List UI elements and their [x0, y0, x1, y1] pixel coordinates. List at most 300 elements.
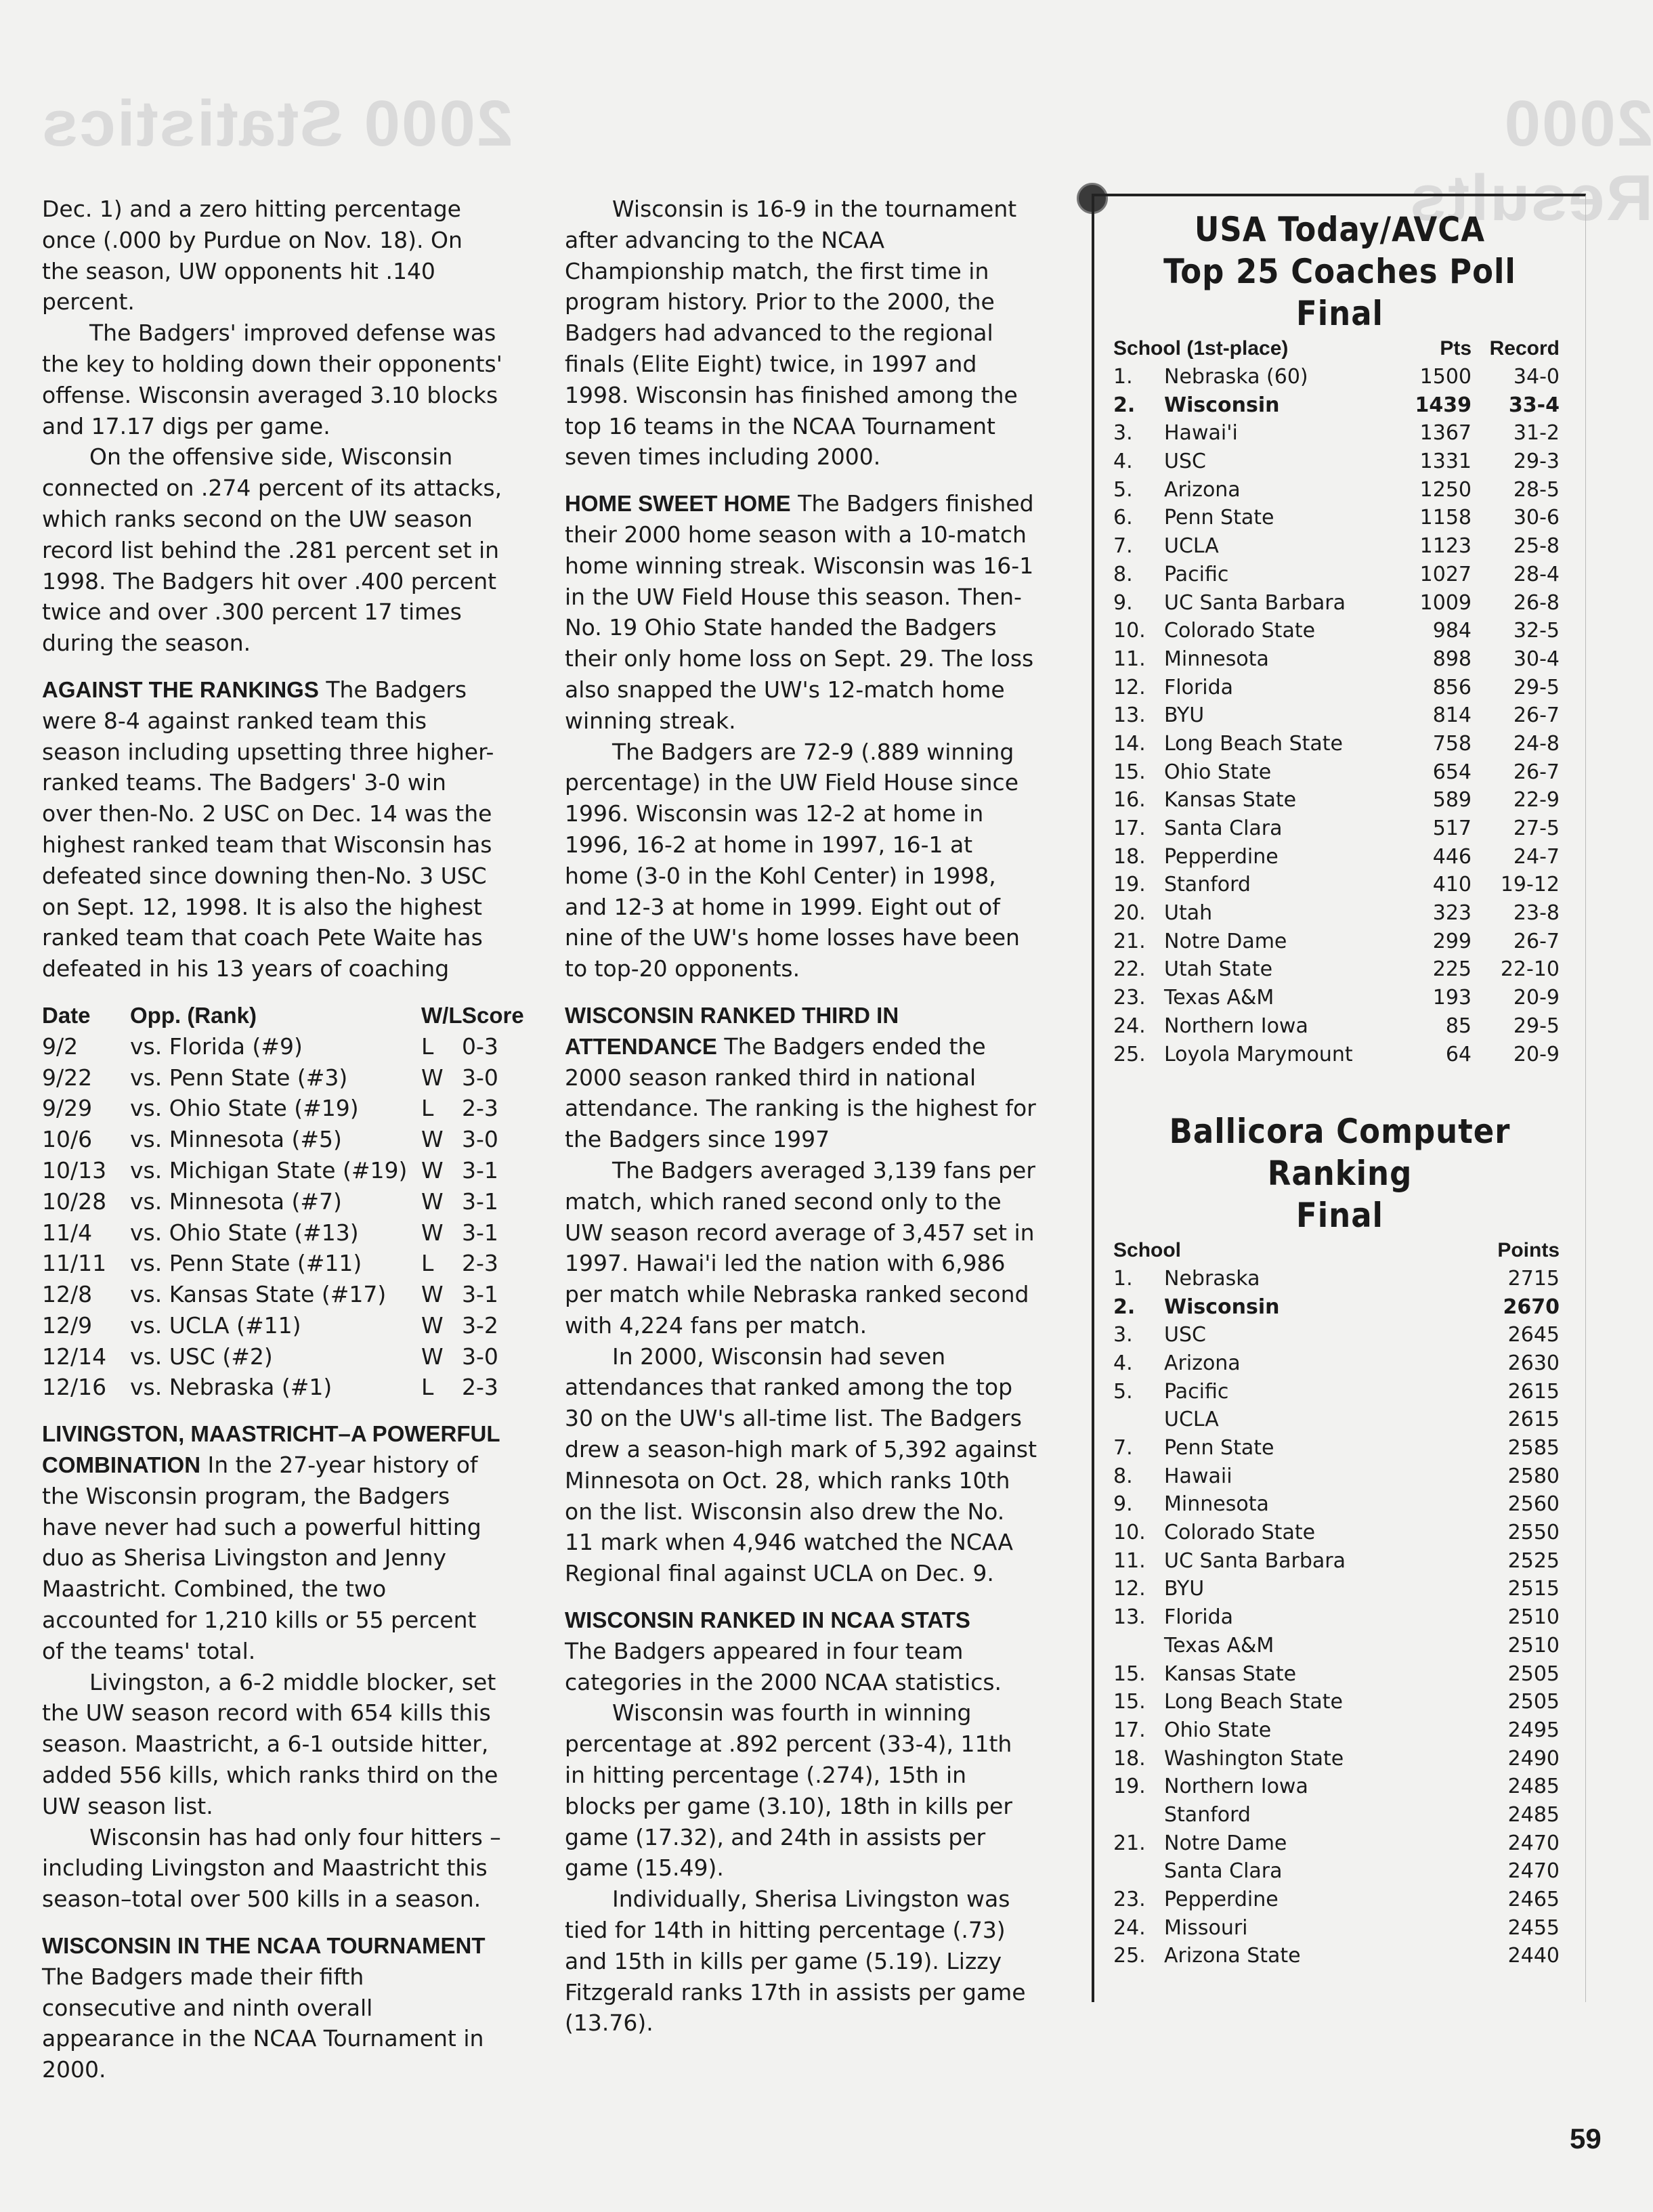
ranking-row [1113, 1321, 1560, 1349]
ranking-points: 2615 [1507, 1379, 1560, 1404]
poll-record: 30-6 [1513, 506, 1560, 530]
poll-record: 24-7 [1513, 844, 1560, 869]
paragraph: Wisconsin has had only four hitters –including Livingston and Maastricht this season–total over 500 kills in a season. [42, 1823, 501, 1913]
poll-school: Northern Iowa [1164, 1014, 1308, 1038]
section-ncaa-stats-heading [565, 1605, 1039, 1636]
ranking-school: Texas A&M [1164, 1633, 1274, 1657]
poll-record: 26-7 [1513, 760, 1560, 784]
ranking-points: 2525 [1507, 1548, 1560, 1573]
ranking-rank: 2. [1113, 1295, 1136, 1319]
poll-school: Hawai'i [1164, 421, 1238, 446]
match-score: 3-1 [462, 1281, 498, 1308]
ranking-row [1113, 1519, 1560, 1547]
ranking-points: 2585 [1507, 1436, 1560, 1460]
poll-record: 32-5 [1513, 619, 1560, 643]
poll-record: 31-2 [1513, 421, 1560, 446]
computer-ranking-table [1113, 1236, 1560, 1970]
ranking-rank: 23. [1113, 1888, 1146, 1912]
poll-row [1113, 419, 1560, 448]
poll-rank: 13. [1113, 703, 1146, 728]
match-score: 3-2 [462, 1311, 498, 1339]
poll-record: 26-7 [1513, 929, 1560, 953]
paragraph: In 2000, Wisconsin had seven attendances that ranked among the top 30 on the UW's all-time list. The Badgers drew a season-high mark of 5,392 against Minnesota on Oct. 28, which ranks 10th on the list. Wisconsin also drew the No. 11 mark when 4,946 watched the NCAA Regional final against UCLA on Dec. 9. [565, 1343, 1037, 1587]
ranking-rank: 9. [1113, 1492, 1133, 1517]
poll-row [1113, 955, 1560, 984]
poll-rank: 25. [1113, 1042, 1146, 1066]
ranking-row [1113, 1377, 1560, 1406]
ranking-rank: 11. [1113, 1548, 1146, 1573]
poll-record: 29-3 [1513, 450, 1560, 474]
ranking-row [1113, 1660, 1560, 1688]
poll-record: 22-9 [1513, 788, 1560, 812]
schedule-row [42, 1279, 502, 1310]
poll-record: 33-4 [1508, 393, 1560, 417]
match-result: L [421, 1033, 434, 1060]
poll-school: UCLA [1164, 534, 1219, 559]
ranking-school: USC [1164, 1323, 1206, 1347]
poll-points: 1367 [1419, 421, 1472, 446]
poll-points: 193 [1432, 986, 1472, 1010]
ranking-points: 2630 [1507, 1351, 1560, 1375]
poll-row [1113, 786, 1560, 815]
ranking-points: 2715 [1507, 1266, 1560, 1291]
match-date: 10/28 [42, 1188, 107, 1215]
poll-school: Penn State [1164, 506, 1274, 530]
poll-rank: 20. [1113, 901, 1146, 926]
poll-rank: 5. [1113, 477, 1133, 502]
poll-school: Notre Dame [1164, 929, 1287, 953]
poll-school: Minnesota [1164, 647, 1269, 671]
match-date: 10/13 [42, 1156, 107, 1184]
column-header-school: School [1113, 1238, 1182, 1261]
schedule-row [42, 1062, 502, 1093]
ranking-rank: 7. [1113, 1436, 1133, 1460]
poll-rank: 14. [1113, 731, 1146, 756]
ranking-points: 2670 [1503, 1295, 1560, 1319]
ranking-rank: 25. [1113, 1944, 1146, 1968]
poll-rank: 17. [1113, 817, 1146, 841]
coaches-poll-table [1113, 334, 1560, 1068]
poll-rank: 2. [1113, 393, 1136, 417]
poll-points: 64 [1445, 1042, 1472, 1066]
match-opponent: vs. Penn State (#11) [130, 1250, 362, 1277]
schedule-row [42, 1217, 502, 1249]
ranking-points: 2580 [1507, 1464, 1560, 1488]
ranking-points: 2505 [1507, 1662, 1560, 1686]
poll-row [1113, 504, 1560, 532]
poll-rank: 15. [1113, 760, 1146, 784]
schedule-row [42, 1341, 502, 1372]
poll-rank: 10. [1113, 619, 1146, 643]
ranking-row [1113, 1265, 1560, 1293]
ranking-points: 2645 [1507, 1323, 1560, 1347]
poll-points: 299 [1432, 929, 1472, 953]
ranking-row [1113, 1913, 1560, 1942]
text-column-middle [565, 194, 1039, 2039]
match-date: 12/16 [42, 1374, 107, 1401]
poll-rank: 22. [1113, 957, 1146, 982]
match-result: W [421, 1311, 444, 1339]
ranking-school: Notre Dame [1164, 1831, 1287, 1855]
poll-row [1113, 448, 1560, 476]
poll-rank: 21. [1113, 929, 1146, 953]
poll-points: 589 [1432, 788, 1472, 812]
poll-rank: 23. [1113, 986, 1146, 1010]
schedule-header-row [42, 1000, 524, 1031]
section-home-sweet-home [565, 488, 1039, 736]
schedule-row [42, 1155, 502, 1186]
ranking-points: 2440 [1507, 1944, 1560, 1968]
match-score: 3-1 [462, 1156, 498, 1184]
poll-title-line: Top 25 Coaches Poll [1163, 252, 1516, 291]
poll-school: Utah [1164, 901, 1213, 926]
poll-rank: 9. [1113, 590, 1133, 615]
ranking-row [1113, 1688, 1560, 1716]
poll-record: 30-4 [1513, 647, 1560, 671]
poll-record: 24-8 [1513, 731, 1560, 756]
match-score: 2-3 [462, 1095, 498, 1122]
ranking-points: 2470 [1507, 1831, 1560, 1855]
poll-points: 1331 [1419, 450, 1472, 474]
poll-points: 85 [1445, 1014, 1472, 1038]
match-opponent: vs. Ohio State (#19) [130, 1095, 359, 1122]
poll-points: 814 [1432, 703, 1472, 728]
ranking-row [1113, 1490, 1560, 1519]
match-result: W [421, 1343, 444, 1370]
match-date: 12/8 [42, 1281, 93, 1308]
schedule-row [42, 1186, 502, 1217]
poll-title-line: USA Today/AVCA [1194, 210, 1486, 249]
poll-points: 1123 [1419, 534, 1472, 559]
poll-rank: 16. [1113, 788, 1146, 812]
ranking-school: Arizona [1164, 1351, 1241, 1375]
poll-row [1113, 842, 1560, 871]
poll-points: 654 [1432, 760, 1472, 784]
match-opponent: vs. Minnesota (#7) [130, 1188, 342, 1215]
column-header-record: Record [1489, 337, 1560, 360]
poll-row [1113, 363, 1560, 391]
match-date: 10/6 [42, 1126, 93, 1153]
poll-rank: 3. [1113, 421, 1133, 446]
ranking-school: Hawaii [1164, 1464, 1232, 1488]
poll-points: 225 [1432, 957, 1472, 982]
poll-record: 34-0 [1513, 365, 1560, 389]
ranking-school: Nebraska [1164, 1266, 1260, 1291]
poll-title-line: Final [1296, 1195, 1383, 1235]
poll-record: 26-7 [1513, 703, 1560, 728]
poll-record: 25-8 [1513, 534, 1560, 559]
section-body: The Badgers were 8-4 against ranked team this season including upsetting three higher-ranked teams. The Badgers' 3-0 win over then-No. 2 USC on Dec. 14 was the highest ranked team that Wisconsin has defeated since downing then-No. 3 USC on Sept. 12, 1998. It is also the highest ranked team that coach Pete Waite has defeated in his 13 years of coaching [42, 676, 494, 982]
rankings-sidebar [1092, 194, 1586, 2002]
match-opponent: vs. Florida (#9) [130, 1033, 303, 1060]
poll-school: Nebraska (60) [1164, 365, 1308, 389]
match-opponent: vs. Minnesota (#5) [130, 1126, 342, 1153]
schedule-row [42, 1248, 502, 1279]
poll-school: Pepperdine [1164, 844, 1279, 869]
column-header-date: Date [42, 1002, 91, 1028]
poll-row [1113, 391, 1560, 419]
ranking-points: 2485 [1507, 1775, 1560, 1799]
paragraph: Individually, Sherisa Livingston was tied for 14th in hitting percentage (.73) and 15th in kills per game (5.19). Lizzy Fitzgerald ranks 17th in assists per game (13.76). [565, 1886, 1026, 2037]
match-opponent: vs. USC (#2) [130, 1343, 273, 1370]
match-result: W [421, 1156, 444, 1184]
match-result: W [421, 1281, 444, 1308]
poll-row [1113, 588, 1560, 617]
ranking-points: 2485 [1507, 1802, 1560, 1827]
ghost-header-statistics: 2000 Statistics [41, 87, 513, 160]
ranking-school: Pepperdine [1164, 1888, 1279, 1912]
match-opponent: vs. UCLA (#11) [130, 1311, 301, 1339]
ranking-school: UC Santa Barbara [1164, 1548, 1346, 1573]
ranking-school: Kansas State [1164, 1662, 1297, 1686]
poll-record: 28-5 [1513, 477, 1560, 502]
ranking-school: UCLA [1164, 1408, 1219, 1432]
ranking-points: 2510 [1507, 1605, 1560, 1630]
poll-title [1094, 209, 1585, 334]
poll-record: 22-10 [1500, 957, 1560, 982]
poll-row [1113, 645, 1560, 674]
ranking-points: 2615 [1507, 1408, 1560, 1432]
poll-points: 517 [1432, 817, 1472, 841]
ranking-row [1113, 1546, 1560, 1575]
ranking-school: Long Beach State [1164, 1690, 1344, 1714]
match-score: 3-1 [462, 1219, 498, 1246]
ranking-school: Wisconsin [1164, 1295, 1280, 1319]
poll-row [1113, 758, 1560, 786]
match-date: 11/11 [42, 1250, 107, 1277]
ranking-rank: 12. [1113, 1577, 1146, 1601]
match-result: W [421, 1064, 444, 1091]
match-date: 12/14 [42, 1343, 107, 1370]
poll-record: 20-9 [1513, 1042, 1560, 1066]
section-heading: WISCONSIN RANKED IN NCAA STATS [565, 1607, 970, 1633]
match-result: L [421, 1374, 434, 1401]
poll-rank: 24. [1113, 1014, 1146, 1038]
poll-row [1113, 927, 1560, 955]
paragraph: The Badgers appeared in four team categories in the 2000 NCAA statistics. [565, 1637, 1002, 1695]
schedule-row [42, 1310, 502, 1341]
poll-points: 1500 [1419, 365, 1472, 389]
poll-header-row [1113, 334, 1560, 363]
ranking-points: 2505 [1507, 1690, 1560, 1714]
ranking-school: Stanford [1164, 1802, 1251, 1827]
poll-record: 28-4 [1513, 562, 1560, 586]
match-result: L [421, 1250, 434, 1277]
match-score: 3-0 [462, 1343, 498, 1370]
poll-school: Ohio State [1164, 760, 1272, 784]
ranking-school: Northern Iowa [1164, 1775, 1308, 1799]
poll-school: Colorado State [1164, 619, 1316, 643]
ranking-rank: 18. [1113, 1746, 1146, 1771]
poll-points: 1158 [1419, 506, 1472, 530]
computer-ranking-title [1094, 1110, 1585, 1236]
column-header-pts: Pts [1440, 337, 1472, 360]
schedule-row [42, 1093, 502, 1124]
poll-record: 20-9 [1513, 986, 1560, 1010]
ghost-header-results: 2000 Results [1409, 87, 1653, 234]
ranking-points: 2470 [1507, 1859, 1560, 1884]
section-against-rankings [42, 674, 502, 984]
ranking-points: 2455 [1507, 1915, 1560, 1940]
match-date: 9/2 [42, 1033, 79, 1060]
section-heading: HOME SWEET HOME [565, 491, 791, 517]
page-number: 59 [1570, 2123, 1602, 2154]
schedule-row [42, 1031, 502, 1062]
match-opponent: vs. Kansas State (#17) [130, 1281, 387, 1308]
ranking-rank: 1. [1113, 1266, 1133, 1291]
text-column-left [42, 194, 524, 2085]
ranking-school: Washington State [1164, 1746, 1344, 1771]
poll-record: 27-5 [1513, 817, 1560, 841]
poll-rank: 7. [1113, 534, 1133, 559]
paragraph: The Badgers are 72-9 (.889 winning percentage) in the UW Field House since 1996. Wisconsin was 12-2 at home in 1996, 16-2 at home in 1997, 16-1 at home (3-0 in the Kohl Center) in 1998, and 12-3 at home in 1999. Eight out of nine of the UW's home losses have been to top-20 opponents. [565, 738, 1020, 982]
ranking-row [1113, 1462, 1560, 1490]
section-combination [42, 1418, 502, 1666]
poll-points: 1439 [1415, 393, 1472, 417]
ranking-row [1113, 1434, 1560, 1462]
match-opponent: vs. Ohio State (#13) [130, 1219, 359, 1246]
ranking-school: Florida [1164, 1605, 1234, 1630]
match-result: W [421, 1126, 444, 1153]
ranking-school: Ohio State [1164, 1718, 1272, 1742]
poll-title-line: Final [1296, 294, 1383, 333]
match-result: L [421, 1095, 434, 1122]
schedule-row [42, 1372, 502, 1403]
ranking-row [1113, 1773, 1560, 1801]
poll-row [1113, 561, 1560, 589]
poll-points: 1027 [1419, 562, 1472, 586]
poll-rank: 6. [1113, 506, 1133, 530]
paragraph: Dec. 1) and a zero hitting percentage once (.000 by Purdue on Nov. 18). On the season, UW opponents hit .140 percent. [42, 196, 463, 316]
section-heading: WISCONSIN IN THE NCAA TOURNAMENT [42, 1933, 486, 1959]
poll-school: Texas A&M [1164, 986, 1274, 1010]
ranking-row [1113, 1575, 1560, 1603]
paragraph: Livingston, a 6-2 middle blocker, set the UW season record with 654 kills this season. Maastricht, a 6-1 outside hitter, added 556 kills, which ranks third on the UW season list. [42, 1668, 498, 1819]
paragraph: Wisconsin was fourth in winning percentage at .892 percent (33-4), 11th in hitting percentage (.274), 15th in blocks per game (3.10), 18th in kills per game (17.32), and 24th in assists per game (15.49). [565, 1699, 1012, 1882]
poll-school: Santa Clara [1164, 817, 1283, 841]
section-heading: AGAINST THE RANKINGS [42, 676, 319, 702]
ranking-points: 2510 [1507, 1633, 1560, 1657]
ranking-row [1113, 1744, 1560, 1773]
schedule-table [42, 1000, 524, 1403]
poll-school: Stanford [1164, 873, 1251, 897]
ranking-rank: 21. [1113, 1831, 1146, 1855]
ranking-rank: 17. [1113, 1718, 1146, 1742]
ranking-school: Arizona State [1164, 1944, 1301, 1968]
match-date: 12/9 [42, 1311, 93, 1339]
ranking-school: Penn State [1164, 1436, 1274, 1460]
poll-row [1113, 532, 1560, 561]
poll-row [1113, 730, 1560, 758]
ranking-rank: 24. [1113, 1915, 1146, 1940]
ranking-rank: 4. [1113, 1351, 1133, 1375]
poll-points: 984 [1432, 619, 1472, 643]
match-result: W [421, 1188, 444, 1215]
column-header-wl: W/L [421, 1002, 463, 1028]
poll-record: 29-5 [1513, 1014, 1560, 1038]
ranking-header-row [1113, 1236, 1560, 1265]
poll-rank: 11. [1113, 647, 1146, 671]
poll-school: Kansas State [1164, 788, 1297, 812]
poll-rank: 1. [1113, 365, 1133, 389]
section-body: The Badgers finished their 2000 home season with a 10-match home winning streak. Wisconsin was 16-1 in the UW Field House this season. Then-No. 19 Ohio State handed the Badgers their only home loss on Sept. 29. The loss also snapped the UW's 12-match home winning streak. [565, 490, 1034, 734]
ranking-rank: 3. [1113, 1323, 1133, 1347]
match-date: 11/4 [42, 1219, 93, 1246]
poll-points: 1009 [1419, 590, 1472, 615]
poll-row [1113, 1040, 1560, 1068]
section-body: The Badgers made their fifth consecutive and ninth overall appearance in the NCAA Tournament in 2000. [42, 1963, 484, 2083]
ranking-row [1113, 1942, 1560, 1970]
ranking-row [1113, 1349, 1560, 1378]
ranking-rank: 5. [1113, 1379, 1133, 1404]
ranking-rank: 15. [1113, 1690, 1146, 1714]
section-attendance [565, 1000, 1039, 1155]
poll-school: BYU [1164, 703, 1205, 728]
match-date: 9/22 [42, 1064, 93, 1091]
ranking-rank: 19. [1113, 1775, 1146, 1799]
ranking-row [1113, 1886, 1560, 1914]
ranking-row [1113, 1293, 1560, 1321]
column-header-opponent: Opp. (Rank) [130, 1002, 257, 1028]
ranking-school: Missouri [1164, 1915, 1248, 1940]
ranking-row [1113, 1406, 1560, 1434]
poll-row [1113, 1012, 1560, 1041]
poll-school: Arizona [1164, 477, 1241, 502]
ranking-row [1113, 1829, 1560, 1857]
match-result: W [421, 1219, 444, 1246]
poll-points: 1250 [1419, 477, 1472, 502]
section-heading: LIVINGSTON, MAASTRICHT–A POWERFUL COMBINATION [42, 1421, 500, 1478]
ranking-row [1113, 1857, 1560, 1886]
match-opponent: vs. Michigan State (#19) [130, 1156, 408, 1184]
column-header-points: Points [1497, 1238, 1560, 1261]
match-score: 3-0 [462, 1064, 498, 1091]
ranking-row [1113, 1603, 1560, 1632]
paragraph: On the offensive side, Wisconsin connected on .274 percent of its attacks, which ranks second on the UW season record list behind the .281 percent set in 1998. The Badgers hit over .400 percent twice and over .300 percent 17 times during the season. [42, 443, 502, 657]
section-body: In the 27-year history of the Wisconsin program, the Badgers have never had such a powerful hitting duo as Sherisa Livingston and Jenny Maastricht. Combined, the two accounted for 1,210 kills or 55 percent of the teams' total. [42, 1452, 481, 1664]
ranking-row [1113, 1801, 1560, 1829]
paragraph: Wisconsin is 16-9 in the tournament after advancing to the NCAA Championship match, the first time in program history. Prior to the 2000, the Badgers had advanced to the regional finals (Elite Eight) twice, in 1997 and 1998. Wisconsin has finished among the top 16 teams in the NCAA Tournament seven times including 2000. [565, 196, 1018, 471]
poll-points: 898 [1432, 647, 1472, 671]
poll-record: 26-8 [1513, 590, 1560, 615]
match-score: 0-3 [462, 1033, 498, 1060]
section-ncaa-tournament [42, 1930, 502, 2085]
poll-rank: 12. [1113, 675, 1146, 699]
poll-school: Pacific [1164, 562, 1229, 586]
poll-record: 29-5 [1513, 675, 1560, 699]
poll-rank: 8. [1113, 562, 1133, 586]
ranking-school: BYU [1164, 1577, 1205, 1601]
poll-points: 410 [1432, 873, 1472, 897]
poll-points: 758 [1432, 731, 1472, 756]
match-opponent: vs. Nebraska (#1) [130, 1374, 332, 1401]
poll-school: Wisconsin [1164, 393, 1280, 417]
poll-row [1113, 815, 1560, 843]
poll-school: Utah State [1164, 957, 1273, 982]
poll-record: 23-8 [1513, 901, 1560, 926]
match-opponent: vs. Penn State (#3) [130, 1064, 348, 1091]
ranking-rank: 13. [1113, 1605, 1146, 1630]
ranking-points: 2550 [1507, 1521, 1560, 1545]
schedule-row [42, 1124, 502, 1155]
ranking-rank: 15. [1113, 1662, 1146, 1686]
poll-title-line: Ballicora Computer Ranking [1169, 1111, 1511, 1193]
ranking-points: 2465 [1507, 1888, 1560, 1912]
poll-points: 856 [1432, 675, 1472, 699]
poll-row [1113, 673, 1560, 701]
poll-row [1113, 984, 1560, 1012]
match-date: 9/29 [42, 1095, 93, 1122]
